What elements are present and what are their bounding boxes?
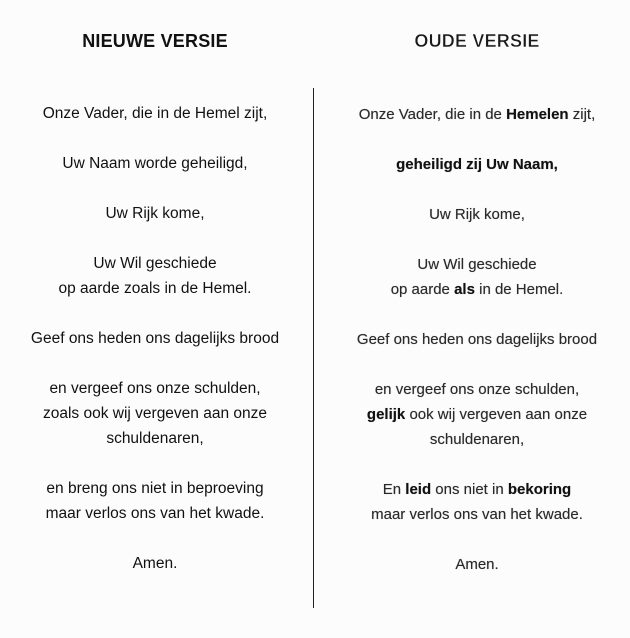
old-stanza-2 <box>327 152 627 177</box>
new-version-heading: NIEUWE VERSIE <box>82 31 228 51</box>
text-line: Geef ons heden ons dagelijks brood <box>356 331 598 348</box>
old-stanza-8 <box>327 552 627 577</box>
text-span: in de Hemel. <box>474 281 564 298</box>
text-line: Geef ons heden ons dagelijks brood <box>30 330 280 347</box>
changed-word: gelijk <box>366 406 406 423</box>
text-line: en vergeef ons onze schulden, <box>374 381 580 398</box>
new-stanza-6 <box>5 376 305 451</box>
text-line: Amen. <box>132 555 178 572</box>
old-stanza-5 <box>327 327 627 352</box>
text-line: Amen. <box>455 556 499 573</box>
text-span: zijt, <box>568 106 596 123</box>
changed-word: Hemelen <box>506 106 569 123</box>
new-stanza-3 <box>5 201 305 226</box>
text-line: Uw Wil geschiede <box>93 255 217 272</box>
changed-word: als <box>454 281 475 298</box>
old-version-heading: OUDE VERSIE <box>414 31 540 51</box>
text-line: Uw Wil geschiede <box>417 256 537 273</box>
old-stanza-3 <box>327 202 627 227</box>
changed-word: bekoring <box>507 481 572 498</box>
text-line <box>327 477 627 502</box>
old-stanza-4 <box>327 252 627 302</box>
text-line: schuldenaren, <box>429 431 525 448</box>
text-line: op aarde zoals in de Hemel. <box>58 280 252 297</box>
text-line <box>327 277 627 302</box>
text-span: En <box>382 481 406 498</box>
changed-line: geheiligd zij Uw Naam, <box>396 156 558 173</box>
text-line: maar verlos ons van het kwade. <box>371 506 583 523</box>
new-stanza-5 <box>5 326 305 351</box>
text-line: Uw Rijk kome, <box>429 206 525 223</box>
new-stanza-2 <box>5 151 305 176</box>
text-line <box>327 102 627 127</box>
text-line <box>327 152 627 177</box>
new-stanza-8 <box>5 551 305 576</box>
text-span: ons niet in <box>431 481 508 498</box>
text-line: Uw Rijk kome, <box>105 205 205 222</box>
new-stanza-7 <box>5 476 305 526</box>
new-stanza-1 <box>5 101 305 126</box>
column-divider <box>313 88 314 608</box>
old-stanza-1 <box>327 102 627 127</box>
text-span: Onze Vader, die in de <box>358 106 507 123</box>
text-line: Onze Vader, die in de Hemel zijt, <box>42 105 268 122</box>
new-stanza-4 <box>5 251 305 301</box>
text-line: maar verlos ons van het kwade. <box>45 505 265 522</box>
text-line: en vergeef ons onze schulden, <box>49 380 261 397</box>
changed-word: leid <box>405 481 432 498</box>
old-stanza-7 <box>327 477 627 527</box>
text-span: op aarde <box>390 281 455 298</box>
text-span: ook wij vergeven aan onze <box>405 406 588 423</box>
text-line: Uw Naam worde geheiligd, <box>62 155 248 172</box>
text-line: en breng ons niet in beproeving <box>46 480 264 497</box>
text-line: zoals ook wij vergeven aan onze <box>42 405 268 422</box>
text-line: schuldenaren, <box>106 430 204 447</box>
text-line <box>327 402 627 427</box>
old-stanza-6 <box>327 377 627 452</box>
